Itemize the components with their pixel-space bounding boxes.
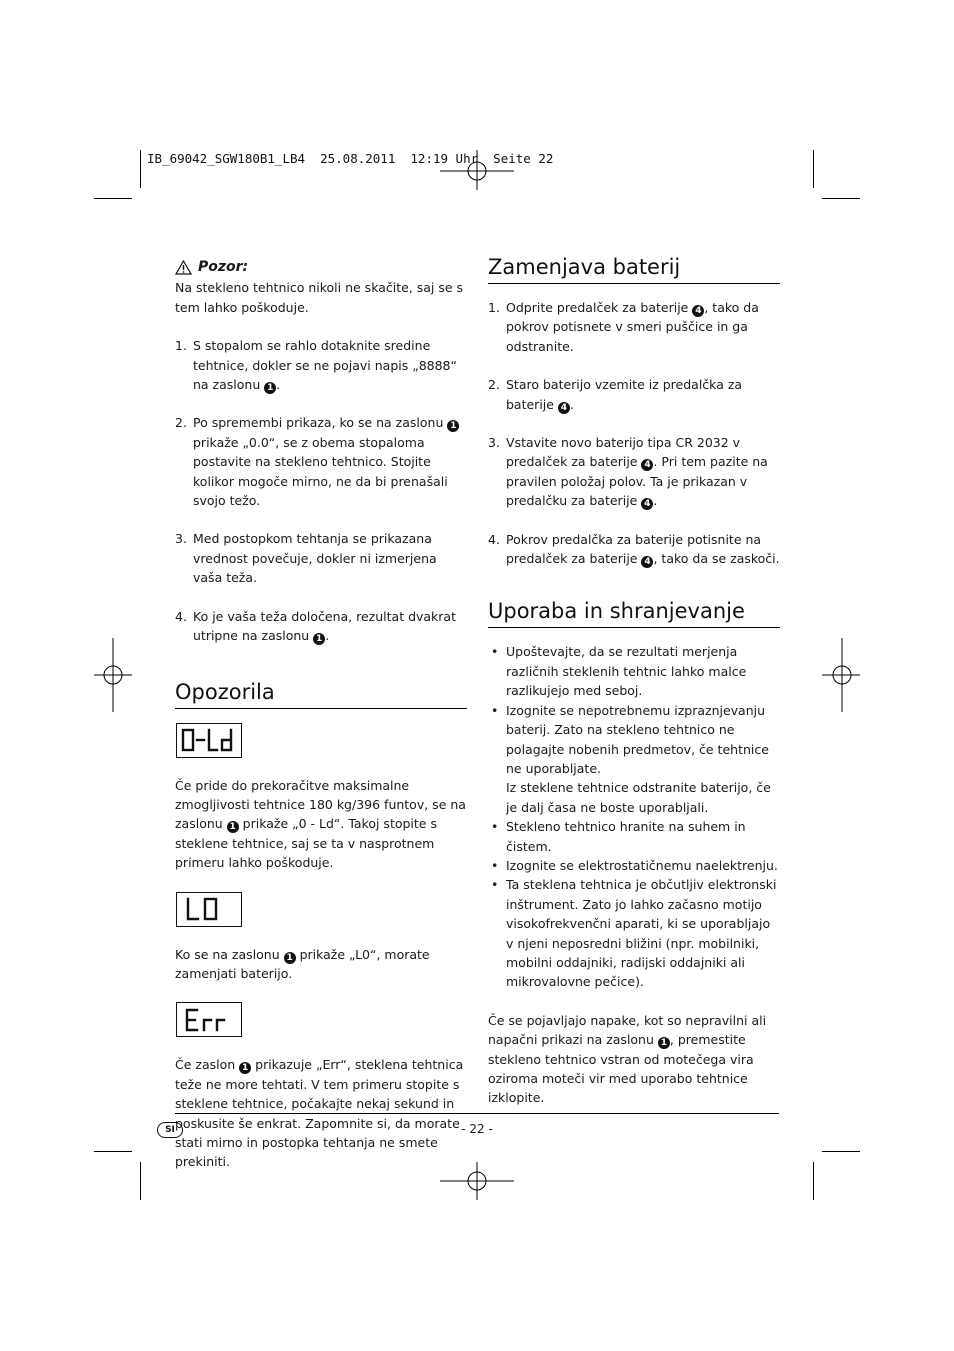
battery-steps [488, 298, 780, 568]
weighing-step: 3. Med postopkom tehtanja se prikazana vrednost povečuje, dokler ni izmerjena vaša teža. [175, 531, 437, 586]
weighing-steps [175, 336, 467, 645]
low-battery-paragraph: Ko se na zaslonu 1 prikaže „L0“, morate zamenjati baterijo. [175, 946, 430, 981]
right-column [488, 254, 780, 1127]
marker-display: 1 [239, 1062, 251, 1074]
marker-battery: 4 [641, 556, 653, 568]
weighing-step: 1. S stopalom se rahlo dotaknite sredine tehtnice, dokler se ne pojavi napis „8888“ na zaslonu 1 . [175, 338, 457, 394]
error-paragraph: Če zaslon 1 prikazuje „Err“, steklena tehtnica teže ne more tehtati. V tem primeru stopite s steklene tehtnice, počakajte nekaj sekund in poskusite še enkrat. Zapomnite si, da morate stati mirno in postopka tehtanja ne smete prekiniti. [175, 1057, 464, 1170]
lcd-low-battery [176, 892, 242, 927]
bullet-item: • Upoštevajte, da se rezultati merjenja različnih steklenih tehtnic lahko malce razlikujejo med seboj. [491, 644, 747, 699]
section-heading-usage: Uporaba in shranjevanje [488, 598, 780, 628]
marker-battery: 4 [692, 305, 704, 317]
warning-heading [175, 258, 467, 277]
lcd-low-segments [179, 896, 239, 922]
warning-text: Na stekleno tehtnico nikoli ne skačite, saj se s tem lahko poškoduje. [175, 280, 464, 315]
battery-step: 2. Staro baterijo vzemite iz predalčka za baterije 4 . [488, 377, 743, 413]
battery-step: 4. Pokrov predalčka za baterije potisnite na predalček za baterije 4 , tako da se zaskoči. [488, 531, 780, 568]
left-column [175, 258, 467, 1191]
marker-display: 1 [227, 821, 239, 833]
marker-display: 1 [313, 633, 325, 645]
marker-display: 1 [264, 382, 276, 394]
print-slug: IB_69042_SGW180B1_LB4 25.08.2011 12:19 Uhr Seite 22 [147, 151, 554, 166]
warning-title: Pozor: [198, 259, 249, 275]
battery-step: 1. Odprite predalček za baterije 4 , tako da pokrov potisnete v smeri puščice in ga odstranite. [488, 300, 759, 354]
marker-battery: 4 [641, 459, 653, 471]
bullet-item: • Izognite se elektrostatičnemu naelektrenju. [491, 857, 778, 873]
marker-battery: 4 [558, 402, 570, 414]
section-heading-battery: Zamenjava baterij [488, 254, 780, 284]
final-paragraph: Če se pojavljajo napake, kot so nepravilni ali napačni prikazi na zaslonu 1 , premestite stekleno tehtnico vstran od motečega vira oziroma moteči vir med uporabo tehtnice izklopite. [488, 1012, 767, 1106]
marker-display: 1 [447, 420, 459, 432]
bullet-item: • Ta steklena tehtnica je občutljiv elektronski inštrument. Zato jo lahko začasno motijo visokofrekvenčni aparati, ki se uporabljajo v njeni neposredni bližini (npr. mobilniki, mobilni oddajniki, radijski oddajniki ali mikrovalovne pečice). [491, 877, 777, 990]
overload-paragraph: Če pride do prekoračitve maksimalne zmogljivosti tehtnice 180 kg/396 funtov, se na zaslonu 1 prikaže „0 - Ld“. Takoj stopite s steklene tehtnice, saj se ta v nasprotnem primeru lahko poškoduje. [175, 777, 466, 871]
lcd-error-segments [179, 1007, 239, 1033]
weighing-step: 2. Po spremembi prikaza, ko se na zaslonu 1 prikaže „0.0“, se z obema stopaloma postavite na stekleno tehtnico. Stojite kolikor mogoče mirno, ne da bi prenašali svojo težo. [175, 413, 467, 510]
bullet-item: • Stekleno tehtnico hranite na suhem in čistem. [491, 819, 746, 854]
battery-step: 3. Vstavite novo baterijo tipa CR 2032 v predalček za baterije 4 . Pri tem pazite na pravilen položaj polov. Ta je prikazan v predalčku za baterije 4 . [488, 435, 768, 510]
bullet-item: • Izognite se nepotrebnemu izpraznjevanju baterij. Zato na stekleno tehtnico ne polagajte nobenih predmetov, če tehtnice ne uporabljate. Iz steklene tehtnice odstranite baterijo, če je dalj časa ne boste uporabljali. [491, 702, 771, 815]
marker-battery: 4 [641, 498, 653, 510]
page-number: - 22 - [461, 1122, 493, 1136]
language-badge: SI [157, 1122, 183, 1138]
marker-display: 1 [284, 952, 296, 964]
weighing-step: 4. Ko je vaša teža določena, rezultat dvakrat utripne na zaslonu 1 . [175, 608, 456, 645]
lcd-error [176, 1002, 242, 1037]
usage-bullets [488, 642, 780, 991]
marker-display: 1 [658, 1037, 670, 1049]
warning-triangle-icon [175, 260, 192, 275]
section-heading-warnings: Opozorila [175, 679, 467, 709]
lcd-overload-segments [179, 727, 239, 753]
footer-rule [175, 1113, 779, 1114]
lcd-overload [176, 723, 242, 758]
